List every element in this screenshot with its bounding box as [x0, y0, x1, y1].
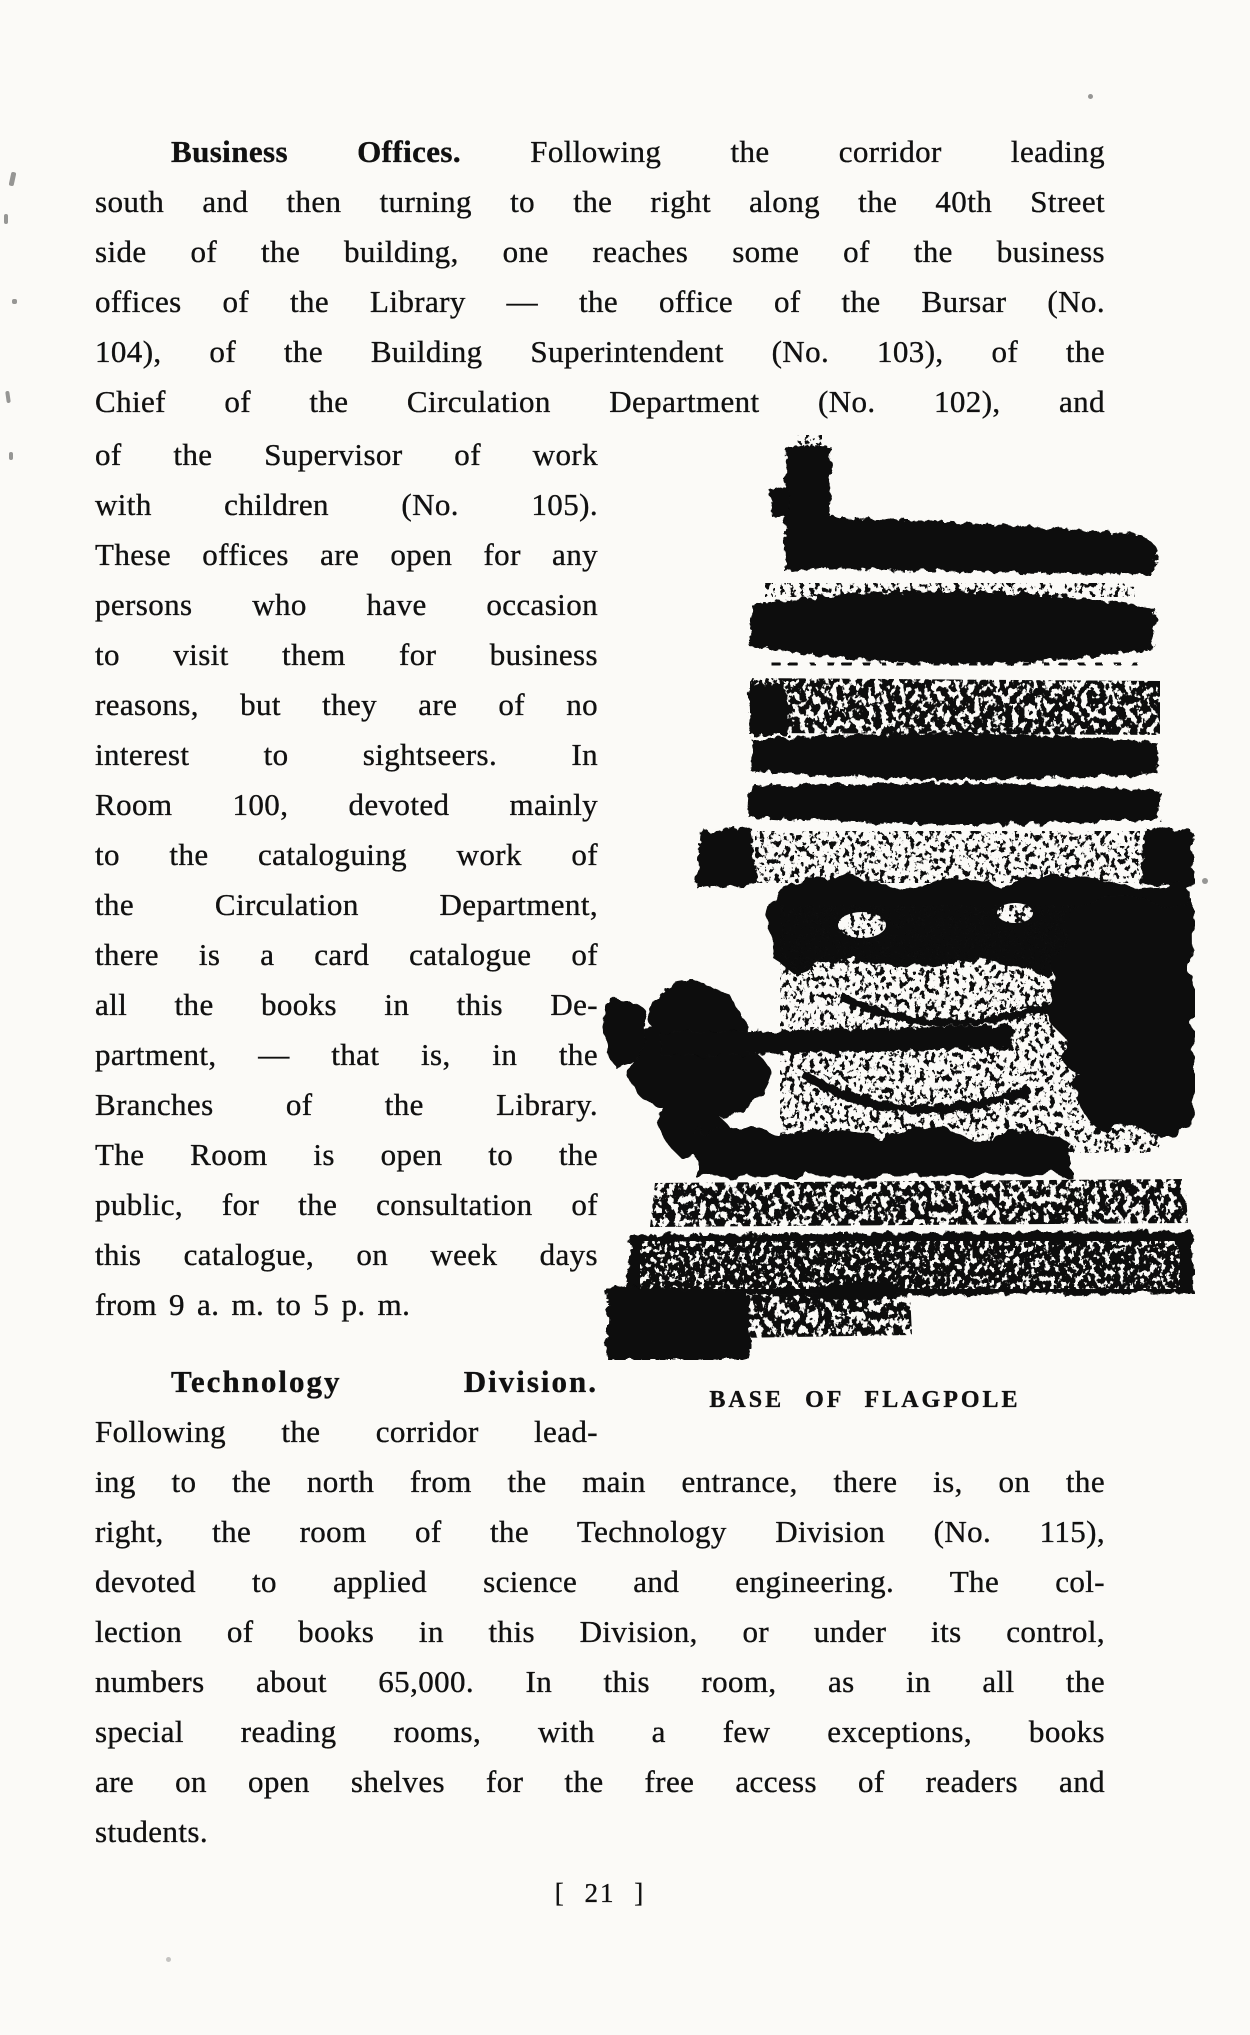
text-line: Room 100, devoted mainly	[95, 787, 598, 822]
text-line: Chief of the Circulation Department (No. 102), and	[95, 384, 1105, 419]
paragraph-gap	[95, 1330, 598, 1357]
text-line: with children (No. 105).	[95, 487, 598, 522]
scan-artifact	[9, 172, 17, 187]
paragraph-lines	[95, 177, 1105, 427]
text-line: lection of books in this Division, or under its control,	[95, 1614, 1105, 1649]
text-line: reasons, but they are of no	[95, 687, 598, 722]
text-line: Following the corridor lead-	[95, 1414, 598, 1449]
paragraph-lines	[95, 1457, 1105, 1857]
text-line: public, for the consultation of	[95, 1187, 598, 1222]
scan-artifact	[1088, 94, 1093, 99]
text-line: numbers about 65,000. In this room, as in all the	[95, 1664, 1105, 1699]
paragraph-lines	[95, 430, 598, 1330]
page-number: [ 21 ]	[554, 1878, 646, 1908]
text-line: side of the building, one reaches some of the business	[95, 234, 1105, 269]
scan-artifact	[4, 214, 8, 224]
technology-division-paragraph	[95, 1457, 1105, 1857]
left-text-column	[95, 430, 598, 1457]
text-line: The Room is open to the	[95, 1137, 598, 1172]
text-line: there is a card catalogue of	[95, 937, 598, 972]
section-heading-business-offices: Business Offices.	[171, 134, 462, 169]
flagpole-base-image	[600, 435, 1195, 1360]
flagpole-base-photo	[600, 435, 1195, 1360]
text-line: special reading rooms, with a few exceptions, books	[95, 1714, 1105, 1749]
section-heading-technology-division: Technology Division.	[171, 1364, 598, 1399]
text-line	[95, 127, 1105, 177]
text-line: persons who have occasion	[95, 587, 598, 622]
figure-caption: BASE OF FLAGPOLE	[709, 1387, 1021, 1413]
text-line: interest to sightseers. In	[95, 737, 598, 772]
text-line: to the cataloguing work of	[95, 837, 598, 872]
text-line: this catalogue, on week days	[95, 1237, 598, 1272]
text-line: from 9 a. m. to 5 p. m.	[95, 1287, 411, 1322]
text-line	[95, 1357, 598, 1407]
text-line: devoted to applied science and engineering. The col-	[95, 1564, 1105, 1599]
text-line: are on open shelves for the free access of readers and	[95, 1764, 1105, 1799]
text-line: south and then turning to the right along the 40th Street	[95, 184, 1105, 219]
text-line: These offices are open for any	[95, 537, 598, 572]
flagpole-illustration	[605, 435, 1194, 1360]
scan-artifact	[9, 452, 13, 460]
scan-artifact	[166, 1957, 171, 1962]
text-line: students.	[95, 1814, 208, 1849]
text-line: Branches of the Library.	[95, 1087, 598, 1122]
text-line: of the Supervisor of work	[95, 437, 598, 472]
text-line: partment, — that is, in the	[95, 1037, 598, 1072]
business-offices-paragraph	[95, 127, 1105, 427]
text-run: Following the corridor leading	[530, 134, 1105, 169]
text-line: the Circulation Department,	[95, 887, 598, 922]
text-line: right, the room of the Technology Division (No. 115),	[95, 1514, 1105, 1549]
text-line: offices of the Library — the office of the Bursar (No.	[95, 284, 1105, 319]
text-line: ing to the north from the main entrance, there is, on the	[95, 1464, 1105, 1499]
text-line: to visit them for business	[95, 637, 598, 672]
scan-artifact	[1202, 878, 1208, 884]
scan-artifact	[12, 299, 17, 304]
scan-artifact	[5, 391, 11, 403]
text-line: 104), of the Building Superintendent (No. 103), of the	[95, 334, 1105, 369]
text-line: all the books in this De-	[95, 987, 598, 1022]
